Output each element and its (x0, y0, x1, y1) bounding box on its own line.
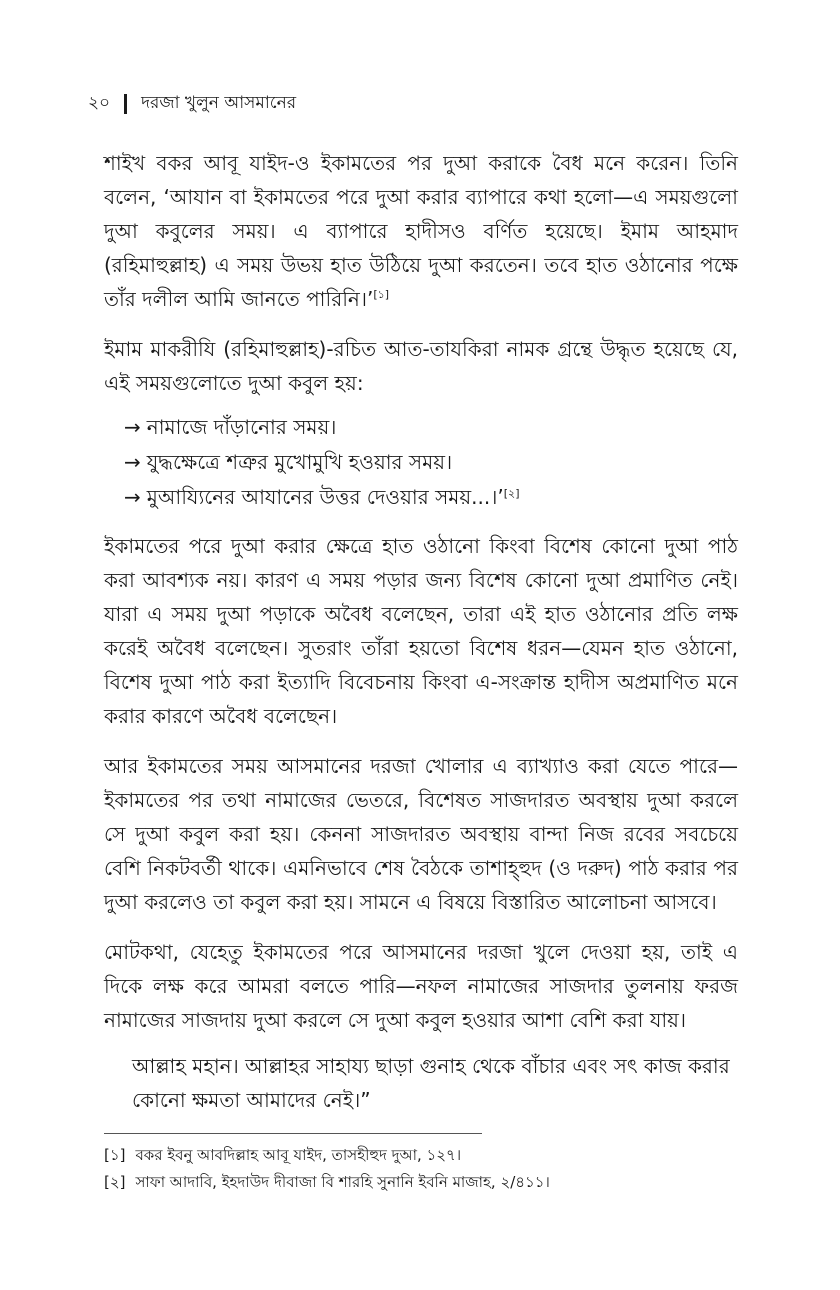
paragraph: ইমাম মাকরীযি (রহিমাহুল্লাহ)-রচিত আত-তাযকিরা নামক গ্রন্থে উদ্ধৃত হয়েছে যে, এই সময়গুলোতে দুআ কবুল হয়: (104, 337, 738, 395)
header-divider (124, 94, 127, 114)
paragraph: ইকামতের পরে দুআ করার ক্ষেত্রে হাত ওঠানো কিংবা বিশেষ কোনো দুআ পাঠ করা আবশ্যক নয়। কারণ এ সময় পড়ার জন্য বিশেষ কোনো দুআ প্রমাণিত নেই। যারা এ সময় দুআ পড়াকে অবৈধ বলেছেন, তারা এই হাত ওঠানোর প্রতি লক্ষ করেই অবৈধ বলেছেন। সুতরাং তাঁরা হয়তো বিশেষ ধরন—যেমন হাত ওঠানো, বিশেষ দুআ পাঠ করা ইত্যাদি বিবেচনায় কিংবা এ-সংক্রান্ত হাদীস অপ্রমাণিত মনে করার কারণে অবৈধ বলেছেন। (104, 534, 738, 728)
footnotes (104, 1142, 738, 1196)
footnote-divider (104, 1133, 482, 1134)
footnote-mark: [২] (104, 1173, 126, 1191)
closing-quote: আল্লাহ মহান। আল্লাহর সাহায্য ছাড়া গুনাহ থেকে বাঁচার এবং সৎ কাজ করার কোনো ক্ষমতা আমাদের নেই।” (132, 1054, 730, 1112)
arrow-icon: → (124, 485, 141, 509)
footnote-mark: [১] (104, 1146, 126, 1164)
footnote (104, 1142, 738, 1169)
footnote-text: বকর ইবনু আবদিল্লাহ আবূ যাইদ, তাসহীহুদ দুআ, ১২৭। (135, 1146, 462, 1164)
paragraph: আর ইকামতের সময় আসমানের দরজা খোলার এ ব্যাখ্যাও করা যেতে পারে—ইকামতের পর তথা নামাজের ভেতরে, বিশেষত সাজদারত অবস্থায় দুআ করলে সে দুআ কবুল করা হয়। কেননা সাজদারত অবস্থায় বান্দা নিজ রবের সবচেয়ে বেশি নিকটবর্তী থাকে। এমনিভাবে শেষ বৈঠকে তাশাহ্হুদ (ও দরুদ) পাঠ করার পর দুআ করলেও তা কবুল করা হয়। সামনে এ বিষয়ে বিস্তারিত আলোচনা আসবে। (104, 754, 738, 914)
list-item: → নামাজে দাঁড়ানোর সময়। (124, 415, 337, 439)
footnote (104, 1169, 738, 1196)
footnote-text: সাফা আদাবি, ইহদাউদ দীবাজা বি শারহি সুনানি ইবনি মাজাহ, ২/৪১১। (135, 1173, 550, 1191)
page-number: ২০ (88, 93, 111, 113)
page-body (104, 146, 738, 1117)
bullet-list (104, 410, 738, 515)
book-title: দরজা খুলুন আসমানের (141, 93, 297, 113)
arrow-icon: → (124, 415, 141, 439)
paragraph: মোটকথা, যেহেতু ইকামতের পরে আসমানের দরজা খুলে দেওয়া হয়, তাই এ দিকে লক্ষ করে আমরা বলতে পারি—নফল নামাজের সাজদার তুলনায় ফরজ নামাজের সাজদায় দুআ করলে সে দুআ কবুল হওয়ার আশা বেশি করা যায়। (104, 940, 738, 1032)
running-header (88, 90, 296, 118)
list-item: → মুআয্যিনের আযানের উত্তর দেওয়ার সময়...।’[২] (124, 485, 520, 509)
arrow-icon: → (124, 450, 141, 474)
paragraph: শাইখ বকর আবূ যাইদ-ও ইকামতের পর দুআ করাকে বৈধ মনে করেন। তিনি বলেন, ‘আযান বা ইকামতের পরে দুআ করার ব্যাপারে কথা হলো—এ সময়গুলো দুআ কবুলের সময়। এ ব্যাপারে হাদীসও বর্ণিত হয়েছে। ইমাম আহমাদ (রহিমাহুল্লাহ) এ সময় উভয় হাত উঠিয়ে দুআ করতেন। তবে হাত ওঠানোর পক্ষে তাঁর দলীল আমি জানতে পারিনি।’[১] (104, 151, 739, 311)
footnote-ref: [২] (503, 487, 520, 500)
list-item: → যুদ্ধক্ষেত্রে শত্রুর মুখোমুখি হওয়ার সময়। (124, 450, 453, 474)
footnote-ref: [১] (373, 288, 390, 301)
